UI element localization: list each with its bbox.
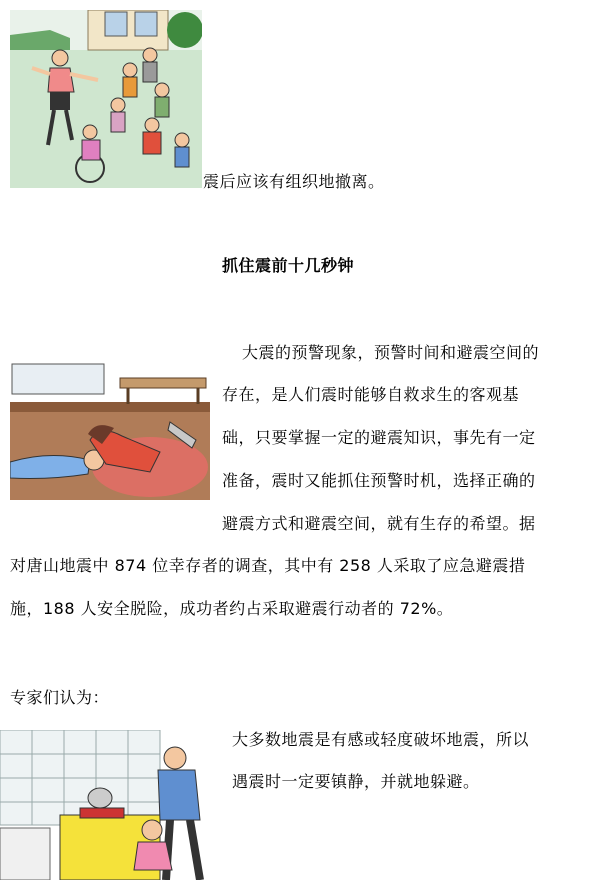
experts-line-1: 大多数地震是有感或轻度破坏地震，所以 bbox=[232, 730, 530, 749]
paragraph-line-3: 础，只要掌握一定的避震知识，事先有一定 bbox=[222, 428, 536, 447]
paragraph-line-4: 准备，震时又能抓住预警时机，选择正确的 bbox=[222, 471, 536, 490]
hiding-under-table-illustration bbox=[10, 362, 210, 500]
section-heading: 抓住震前十几秒钟 bbox=[222, 256, 355, 275]
paragraph-line-6: 对唐山地震中 874 位幸存者的调查，其中有 258 人采取了应急避震措 bbox=[10, 556, 526, 575]
paragraph-line-5: 避震方式和避震空间，就有生存的希望。据 bbox=[222, 514, 536, 533]
paragraph-line-2: 存在，是人们震时能够自救求生的客观基 bbox=[222, 385, 520, 404]
experts-intro: 专家们认为： bbox=[10, 688, 110, 707]
evacuation-illustration bbox=[10, 10, 202, 188]
kitchen-illustration bbox=[0, 730, 218, 880]
experts-line-2: 遇震时一定要镇静，并就地躲避。 bbox=[232, 772, 480, 791]
evacuation-caption: 震后应该有组织地撤离。 bbox=[203, 172, 385, 191]
paragraph-line-1: 大震的预警现象，预警时间和避震空间的 bbox=[242, 343, 540, 362]
paragraph-line-7: 施，188 人安全脱险，成功者约占采取避震行动者的 72%。 bbox=[10, 599, 454, 618]
